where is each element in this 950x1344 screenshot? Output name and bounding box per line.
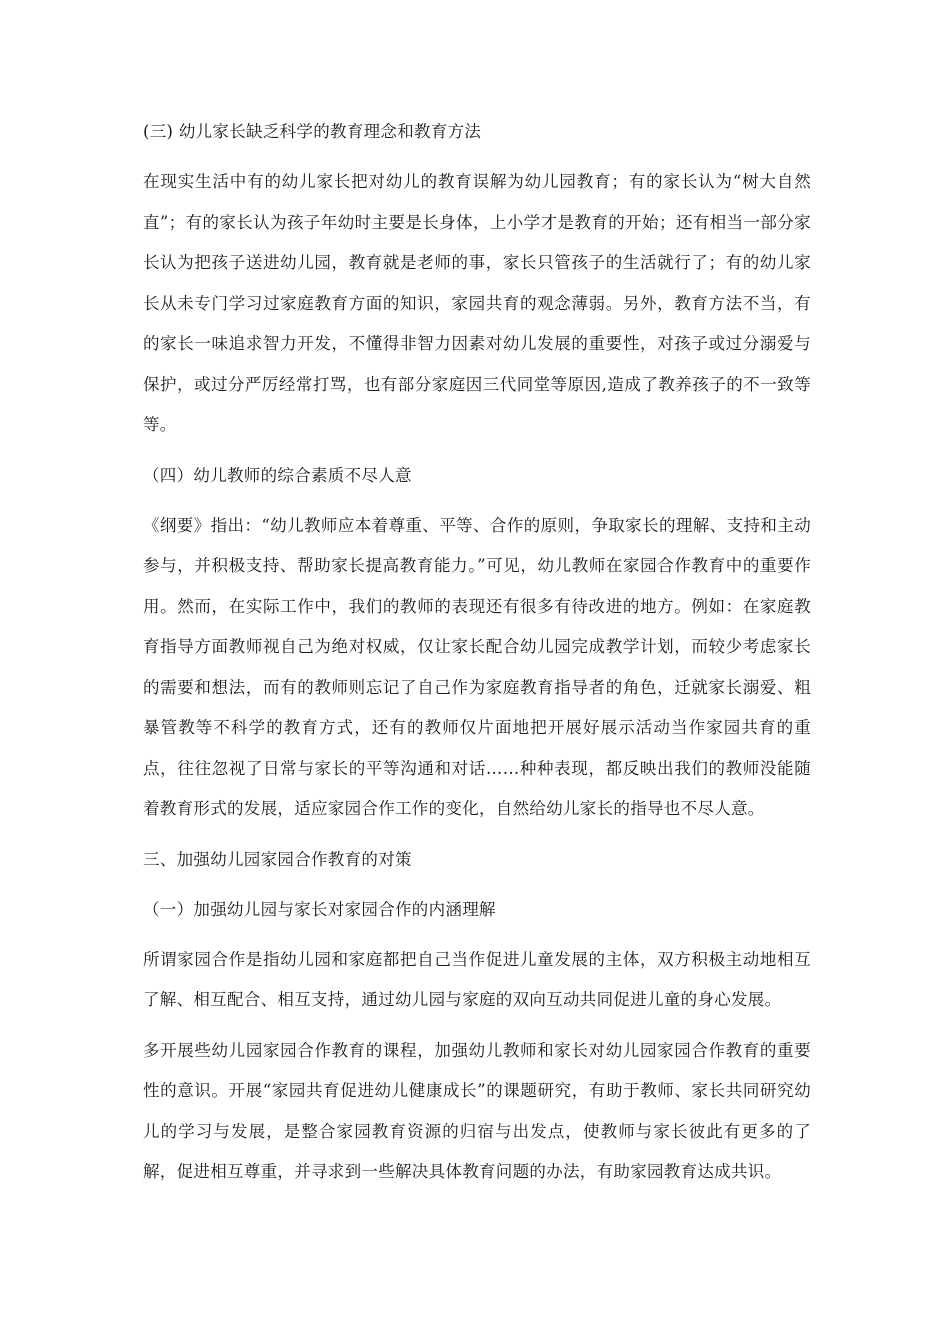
document-body — [143, 112, 811, 1203]
paragraph: 所谓家园合作是指幼儿园和家庭都把自己当作促进儿童发展的主体，双方积极主动地相互了解、相互配合、相互支持，通过幼儿园与家庭的双向互动共同促进儿童的身心发展。 — [143, 949, 811, 1009]
paragraph: 《纲要》指出：“幼儿教师应本着尊重、平等、合作的原则，争取家长的理解、支持和主动参与，并积极支持、帮助家长提高教育能力。”可见，幼儿教师在家园合作教育中的重要作用。然而，在实际工作中，我们的教师的表现还有很多有待改进的地方。例如：在家庭教育指导方面教师视自己为绝对权威，仅让家长配合幼儿园完成教学计划，而较少考虑家长的需要和想法，而有的教师则忘记了自己作为家庭教育指导者的角色，迁就家长溺爱、粗暴管教等不科学的教育方式，还有的教师仅片面地把开展好展示活动当作家园共育的重点，往往忽视了日常与家长的平等沟通和对话……种种表现，都反映出我们的教师没能随着教育形式的发展，适应家园合作工作的变化，自然给幼儿家长的指导也不尽人意。 — [143, 515, 811, 818]
paragraph: 在现实生活中有的幼儿家长把对幼儿的教育误解为幼儿园教育；有的家长认为“树大自然直”；有的家长认为孩子年幼时主要是长身体，上小学才是教育的开始；还有相当一部分家长认为把孩子送进幼儿园，教育就是老师的事，家长只管孩子的生活就行了；有的幼儿家长从未专门学习过家庭教育方面的知识，家园共育的观念薄弱。另外，教育方法不当，有的家长一味追求智力开发，不懂得非智力因素对幼儿发展的重要性，对孩子或过分溺爱与保护，或过分严厉经常打骂，也有部分家庭因三代同堂等原因,造成了教养孩子的不一致等等。 — [143, 172, 811, 434]
subsection-heading: （一）加强幼儿园与家长对家园合作的内涵理解 — [143, 899, 496, 919]
section-heading: (三) 幼儿家长缺乏科学的教育理念和教育方法 — [143, 122, 482, 141]
section-heading: （四）幼儿教师的综合素质不尽人意 — [143, 465, 412, 485]
paragraph: 多开展些幼儿园家园合作教育的课程，加强幼儿教师和家长对幼儿园家园合作教育的重要性的意识。开展“家园共育促进幼儿健康成长”的课题研究，有助于教师、家长共同研究幼儿的学习与发展，是整合家园教育资源的归宿与出发点，使教师与家长彼此有更多的了解，促进相互尊重，并寻求到一些解决具体教育问题的办法，有助家园教育达成共识。 — [143, 1040, 811, 1181]
section-heading: 三、加强幼儿园家园合作教育的对策 — [143, 849, 412, 869]
